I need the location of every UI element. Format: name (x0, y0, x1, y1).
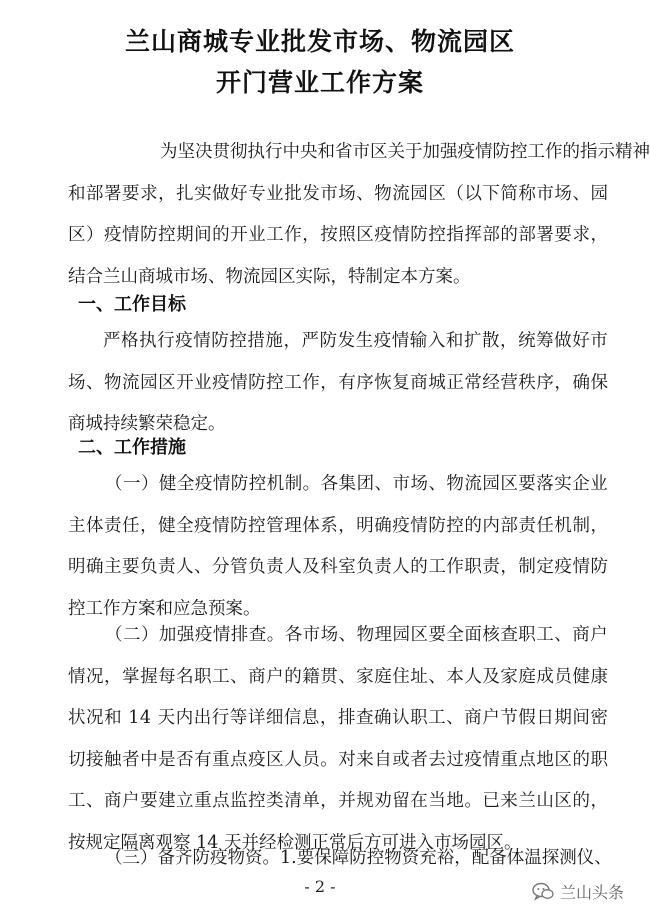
section-heading: 一、工作目标 (78, 294, 186, 315)
paragraph-line: 区 ） 疫 情 防 控 期 间 的 开 业 工 作 ， 按 照 区 疫 情 防 控 指 挥 部 的 部 署 要 求 ， (68, 225, 608, 246)
document-title-line1: 兰山商城专业批发市场、物流园区 (124, 27, 515, 56)
paragraph-line: 结 合 兰 山 商 城 市 场 、 物 流 园 区 实 际 ， 特 制 定 本 方 案 。 (68, 267, 471, 288)
paragraph-line: 场 、 物 流 园 区 开 业 疫 情 防 控 工 作 ， 有 序 恢 复 商 城 正 常 经 营 秩 序 ， 确 保 (68, 372, 608, 393)
paragraph-line: 和 部 署 要 求 ， 扎 实 做 好 专 业 批 发 市 场 、 物 流 园 区 （ 以 下 简 称 市 场 、 园 (68, 183, 608, 204)
paragraph-line: 主 体 责 任 ， 健 全 疫 情 防 控 管 理 体 系 ， 明 确 疫 情 防 控 的 内 部 责 任 机 制 ， (68, 515, 608, 536)
paragraph-line: 切 接 触 者 中 是 否 有 重 点 疫 区 人 员 。 对 来 自 或 者 去 过 疫 情 重 点 地 区 的 职 (68, 749, 608, 770)
paragraph-line: 商 城 持 续 繁 荣 稳 定 。 (68, 414, 226, 435)
section-heading: 二、工作措施 (78, 437, 186, 458)
wechat-official-account-icon (532, 882, 554, 902)
paragraph-line: （ 二 ） 加 强 疫 情 排 查 。 各 市 场 、 物 理 园 区 要 全 面 核 查 职 工 、 商 户 (105, 625, 608, 645)
paragraph-line: （ 一 ） 健 全 疫 情 防 控 机 制 。 各 集 团 、 市 场 、 物 流 园 区 要 落 实 企 业 (105, 474, 608, 494)
page-number: - 2 - (304, 877, 336, 896)
paragraph-line: （ 三 ） 备 齐 防 疫 物 资 。 1 . 要 保 障 防 控 物 资 充 裕 ， 配 备 体 温 探 测 仪 、 (105, 848, 612, 868)
paragraph-line: 严 格 执 行 疫 情 防 控 措 施 ， 严 防 发 生 疫 情 输 入 和 扩 散 ， 统 筹 做 好 市 (103, 331, 608, 351)
paragraph-line: 按 规 定 隔 离 观 察 1 4 天 并 经 检 测 正 常 后 方 可 进 入 市 场 园 区 。 (68, 832, 522, 853)
paragraph-line: 明 确 主 要 负 责 人 、 分 管 负 责 人 及 科 室 负 责 人 的 工 作 职 责 ， 制 定 疫 情 防 (68, 557, 608, 578)
paragraph-line: 情 况 ， 掌 握 每 名 职 工 、 商 户 的 籍 贯 、 家 庭 住 址 、 本 人 及 家 庭 成 员 健 康 (68, 666, 608, 687)
watermark-text: 兰山头条 (560, 883, 625, 902)
paragraph-line: 工 、 商 户 要 建 立 重 点 监 控 类 清 单 ， 并 规 劝 留 在 当 地 。 已 来 兰 山 区 的 ， (68, 791, 608, 811)
paragraph-line: 状 况 和 1 4 天 内 出 行 等 详 细 信 息 ， 排 查 确 认 职 工 、 商 户 节 假 日 期 间 密 (68, 708, 608, 728)
watermark (532, 880, 624, 903)
paragraph-line: 为 坚 决 贯 彻 执 行 中 央 和 省 市 区 关 于 加 强 疫 情 防 控 工 作 的 指 示 精 神 (160, 142, 650, 162)
document-title-line2: 开门营业工作方案 (215, 68, 424, 97)
paragraph-line: 控 工 作 方 案 和 应 急 预 案 。 (68, 599, 261, 620)
